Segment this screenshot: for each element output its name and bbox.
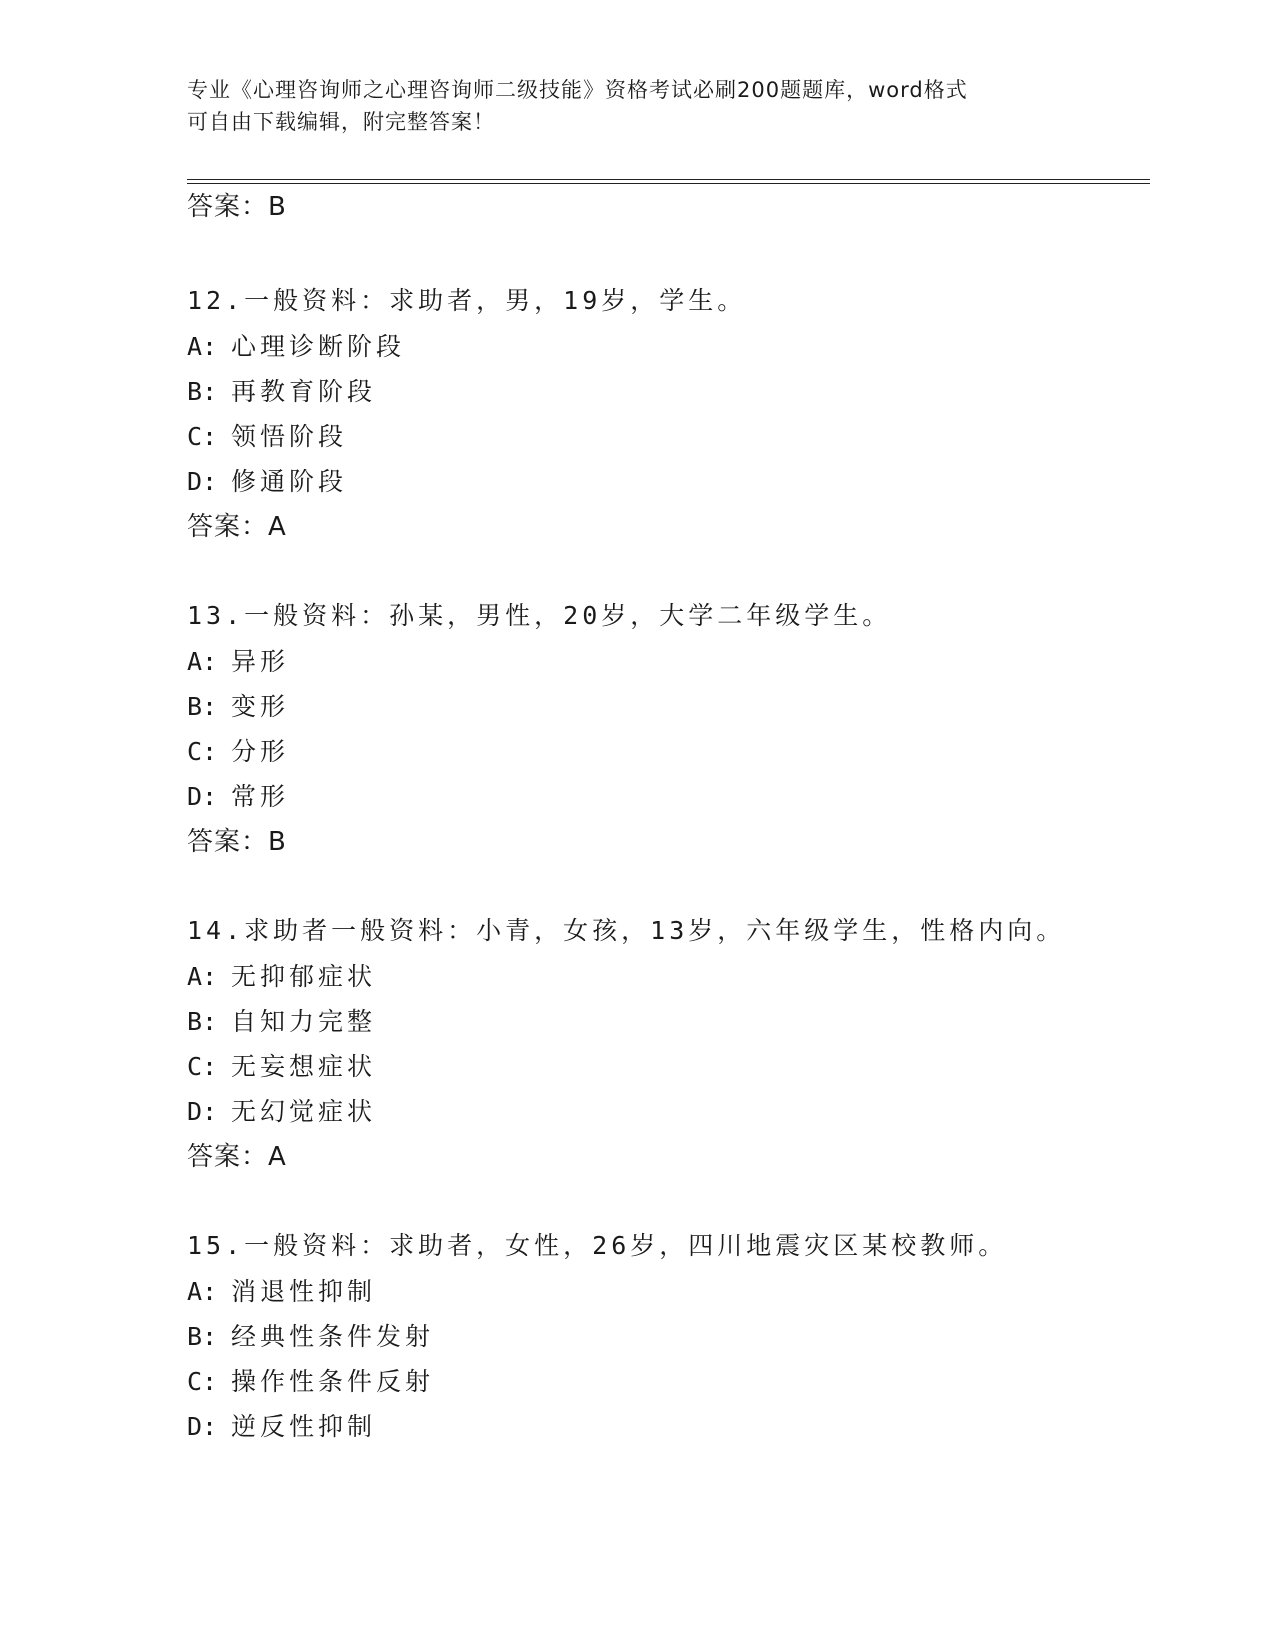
- option-a: [187, 954, 1147, 999]
- option-key: B:: [187, 692, 218, 721]
- option-key: A:: [187, 962, 218, 991]
- option-key: C:: [187, 737, 218, 766]
- option-b: [187, 684, 1147, 729]
- question-block: [187, 593, 1147, 865]
- option-key: B:: [187, 1322, 218, 1351]
- option-a: [187, 639, 1147, 684]
- option-text: 操作性条件反射: [231, 1367, 435, 1396]
- option-key: D:: [187, 467, 218, 496]
- option-key: A:: [187, 332, 218, 361]
- question-stem: 15.一般资料：求助者，女性，26岁，四川地震灾区某校教师。: [187, 1231, 1008, 1260]
- header-divider-bottom: [187, 183, 1150, 184]
- option-c: [187, 414, 1147, 459]
- question-block: [187, 908, 1147, 1180]
- option-c: [187, 1044, 1147, 1089]
- option-text: 修通阶段: [231, 467, 348, 496]
- option-text: 领悟阶段: [231, 422, 348, 451]
- option-d: [187, 459, 1147, 504]
- option-text: 变形: [231, 692, 290, 721]
- question-stem: 13.一般资料：孙某，男性，20岁，大学二年级学生。: [187, 601, 892, 630]
- option-d: [187, 1404, 1147, 1449]
- option-a: [187, 324, 1147, 369]
- option-text: 分形: [231, 737, 290, 766]
- option-text: 无抑郁症状: [231, 962, 377, 991]
- option-key: C:: [187, 422, 218, 451]
- option-c: [187, 729, 1147, 774]
- option-key: A:: [187, 1277, 218, 1306]
- option-text: 经典性条件发射: [231, 1322, 435, 1351]
- option-b: [187, 999, 1147, 1044]
- question-stem: 12.一般资料：求助者，男，19岁，学生。: [187, 286, 747, 315]
- header-line-1: 专业《心理咨询师之心理咨询师二级技能》资格考试必刷200题题库，word格式: [187, 78, 968, 102]
- leading-answer: 答案：B: [187, 192, 287, 222]
- option-text: 常形: [231, 782, 290, 811]
- option-text: 心理诊断阶段: [231, 332, 406, 361]
- option-text: 自知力完整: [231, 1007, 377, 1036]
- option-key: A:: [187, 647, 218, 676]
- option-d: [187, 774, 1147, 819]
- option-key: C:: [187, 1367, 218, 1396]
- option-a: [187, 1269, 1147, 1314]
- question-answer: 答案：B: [187, 827, 287, 857]
- option-text: 消退性抑制: [231, 1277, 377, 1306]
- option-d: [187, 1089, 1147, 1134]
- document-header: [187, 74, 1087, 138]
- question-block: [187, 278, 1147, 550]
- option-key: C:: [187, 1052, 218, 1081]
- option-text: 异形: [231, 647, 290, 676]
- question-block: [187, 1223, 1147, 1449]
- option-text: 无幻觉症状: [231, 1097, 377, 1126]
- option-b: [187, 369, 1147, 414]
- header-line-2: 可自由下载编辑，附完整答案！: [187, 110, 495, 134]
- option-text: 无妄想症状: [231, 1052, 377, 1081]
- question-stem: 14.求助者一般资料：小青，女孩，13岁，六年级学生，性格内向。: [187, 916, 1066, 945]
- option-key: D:: [187, 1097, 218, 1126]
- question-answer: 答案：A: [187, 512, 287, 542]
- option-key: B:: [187, 377, 218, 406]
- option-key: D:: [187, 782, 218, 811]
- option-text: 再教育阶段: [231, 377, 377, 406]
- option-key: D:: [187, 1412, 218, 1441]
- option-b: [187, 1314, 1147, 1359]
- option-c: [187, 1359, 1147, 1404]
- option-text: 逆反性抑制: [231, 1412, 377, 1441]
- option-key: B:: [187, 1007, 218, 1036]
- question-answer: 答案：A: [187, 1142, 287, 1172]
- header-divider-top: [187, 179, 1150, 180]
